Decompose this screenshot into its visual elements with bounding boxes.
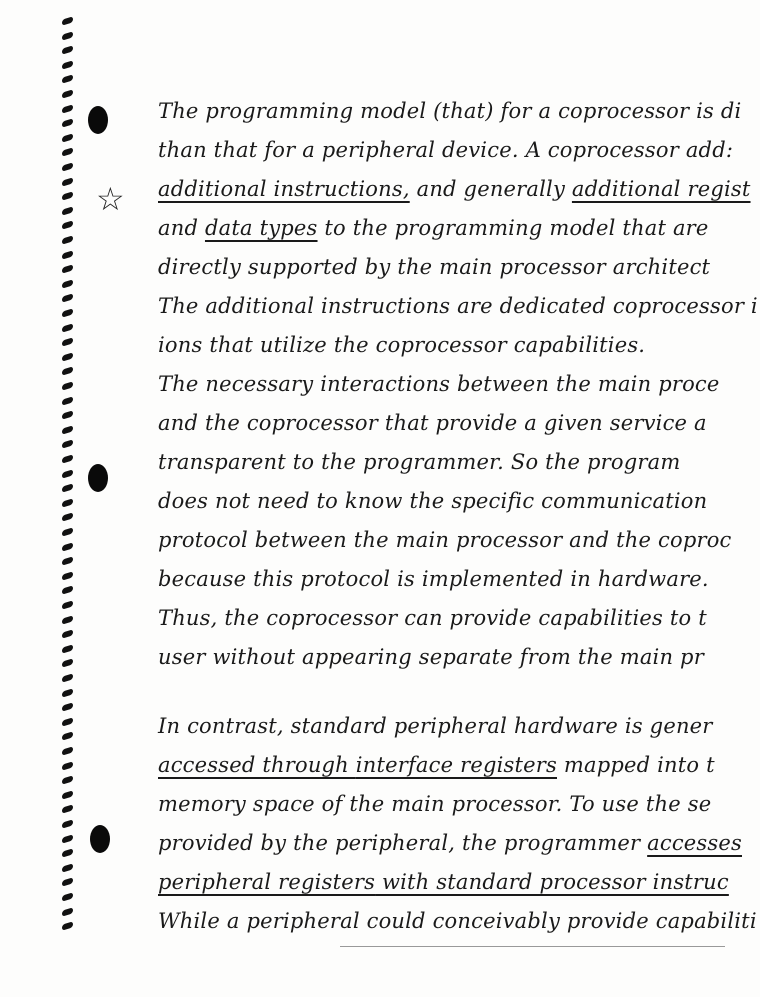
spiral-coil	[62, 483, 73, 493]
text-line	[158, 599, 726, 638]
text-run: Thus, the coprocessor can provide capabilities to t	[158, 606, 707, 630]
text-line	[158, 902, 757, 941]
text-run: provided by the peripheral, the programmer	[158, 831, 648, 855]
spiral-coil	[62, 367, 73, 377]
text-line	[158, 482, 726, 521]
spiral-coil	[62, 761, 73, 771]
text-line	[158, 248, 726, 287]
text-line	[158, 131, 734, 170]
underlined-phrase: data types	[204, 216, 318, 240]
text-run: The necessary interactions between the main proce	[158, 372, 720, 396]
spiral-coil	[62, 191, 73, 201]
text-run: In contrast, standard peripheral hardware is gener	[158, 714, 713, 738]
spiral-coil	[62, 644, 73, 654]
spiral-coil	[62, 556, 73, 566]
spiral-coil	[62, 221, 73, 231]
spiral-coil	[62, 746, 73, 756]
text-line	[158, 404, 726, 443]
spiral-coil	[62, 498, 73, 508]
spiral-coil	[62, 863, 73, 873]
spiral-coil	[62, 921, 73, 931]
spiral-coil	[62, 702, 73, 712]
text-line	[158, 521, 732, 560]
spiral-coil	[62, 717, 73, 727]
spiral-binding	[62, 18, 76, 948]
spiral-coil	[62, 819, 73, 829]
margin-star-mark: ☆	[96, 180, 125, 218]
spiral-coil	[62, 878, 73, 888]
page-bottom-edge	[340, 946, 725, 947]
text-line	[158, 785, 726, 824]
spiral-coil	[62, 732, 73, 742]
spiral-coil	[62, 206, 73, 216]
spiral-coil	[62, 410, 73, 420]
text-line	[158, 443, 726, 482]
spiral-coil	[62, 250, 73, 260]
spiral-coil	[62, 235, 73, 245]
text-line	[158, 707, 726, 746]
text-run: to the programming model that are	[317, 216, 709, 240]
text-line	[158, 638, 726, 677]
spiral-coil	[62, 805, 73, 815]
handwritten-notes	[158, 92, 758, 941]
spiral-coil	[62, 600, 73, 610]
text-line	[158, 365, 726, 404]
text-run: and generally	[409, 177, 572, 201]
spiral-coil	[62, 542, 73, 552]
spiral-coil	[62, 586, 73, 596]
text-line	[158, 824, 742, 863]
spiral-coil	[62, 133, 73, 143]
spiral-coil	[62, 294, 73, 304]
text-line	[158, 746, 726, 785]
paragraph-gap	[158, 677, 726, 707]
spiral-coil	[62, 104, 73, 114]
text-run: While a peripheral could conceivably provide capabiliti	[158, 909, 757, 933]
text-run: memory space of the main processor. To use the se	[158, 792, 712, 816]
spiral-coil	[62, 892, 73, 902]
text-line	[158, 287, 758, 326]
spiral-coil	[62, 659, 73, 669]
spiral-coil	[62, 16, 73, 26]
text-run: directly supported by the main processor architect	[158, 255, 711, 279]
spiral-coil	[62, 615, 73, 625]
spiral-coil	[62, 60, 73, 70]
spiral-coil	[62, 454, 73, 464]
text-run: transparent to the programmer. So the program	[158, 450, 681, 474]
text-run: ions that utilize the coprocessor capabilities.	[158, 333, 646, 357]
text-run: protocol between the main processor and the coproc	[158, 528, 732, 552]
text-run: than that for a peripheral device. A coprocessor add:	[158, 138, 734, 162]
text-line	[158, 326, 726, 365]
spiral-coil	[62, 688, 73, 698]
spiral-coil	[62, 440, 73, 450]
spiral-coil	[62, 571, 73, 581]
spiral-coil	[62, 279, 73, 289]
spiral-coil	[62, 790, 73, 800]
punch-hole-bottom	[90, 825, 110, 853]
text-line	[158, 209, 726, 248]
underlined-phrase: accesses	[647, 831, 742, 855]
spiral-coil	[62, 75, 73, 85]
text-run: because this protocol is implemented in hardware.	[158, 567, 709, 591]
spiral-coil	[62, 848, 73, 858]
spiral-coil	[62, 907, 73, 917]
spiral-coil	[62, 396, 73, 406]
underlined-phrase: interface registers	[355, 753, 557, 777]
spiral-coil	[62, 381, 73, 391]
paragraph-coprocessor-model	[158, 92, 758, 677]
text-run: mapped into t	[557, 753, 715, 777]
text-line	[158, 560, 726, 599]
text-run: The additional instructions are dedicated coprocessor i	[158, 294, 758, 318]
spiral-coil	[62, 513, 73, 523]
text-line	[158, 92, 742, 131]
text-run: The programming model (that) for a coprocessor is di	[158, 99, 742, 123]
spiral-coil	[62, 162, 73, 172]
paragraph-peripheral-contrast	[158, 707, 757, 941]
spiral-coil	[62, 148, 73, 158]
spiral-coil	[62, 352, 73, 362]
spiral-coil	[62, 527, 73, 537]
spiral-coil	[62, 425, 73, 435]
spiral-coil	[62, 118, 73, 128]
spiral-coil	[62, 629, 73, 639]
text-run: does not need to know the specific communication	[158, 489, 708, 513]
punch-hole-middle	[88, 464, 108, 492]
underlined-phrase: with standard processor instruc	[375, 870, 729, 894]
underlined-phrase: accessed through	[158, 753, 356, 777]
spiral-coil	[62, 834, 73, 844]
spiral-coil	[62, 337, 73, 347]
spiral-coil	[62, 45, 73, 55]
text-run: user without appearing separate from the main pr	[158, 645, 704, 669]
spiral-coil	[62, 469, 73, 479]
text-line	[158, 863, 729, 902]
spiral-coil	[62, 673, 73, 683]
underlined-phrase: peripheral registers	[158, 870, 376, 894]
underlined-phrase: additional regist	[571, 177, 751, 201]
spiral-coil	[62, 264, 73, 274]
spiral-coil	[62, 89, 73, 99]
spiral-coil	[62, 323, 73, 333]
spiral-coil	[62, 177, 73, 187]
punch-hole-top	[88, 106, 108, 134]
spiral-coil	[62, 308, 73, 318]
text-run: and the coprocessor that provide a given service a	[158, 411, 707, 435]
text-line	[158, 170, 751, 209]
text-run: and	[158, 216, 205, 240]
underlined-phrase: additional instructions,	[158, 177, 410, 201]
spiral-coil	[62, 31, 73, 41]
spiral-coil	[62, 775, 73, 785]
